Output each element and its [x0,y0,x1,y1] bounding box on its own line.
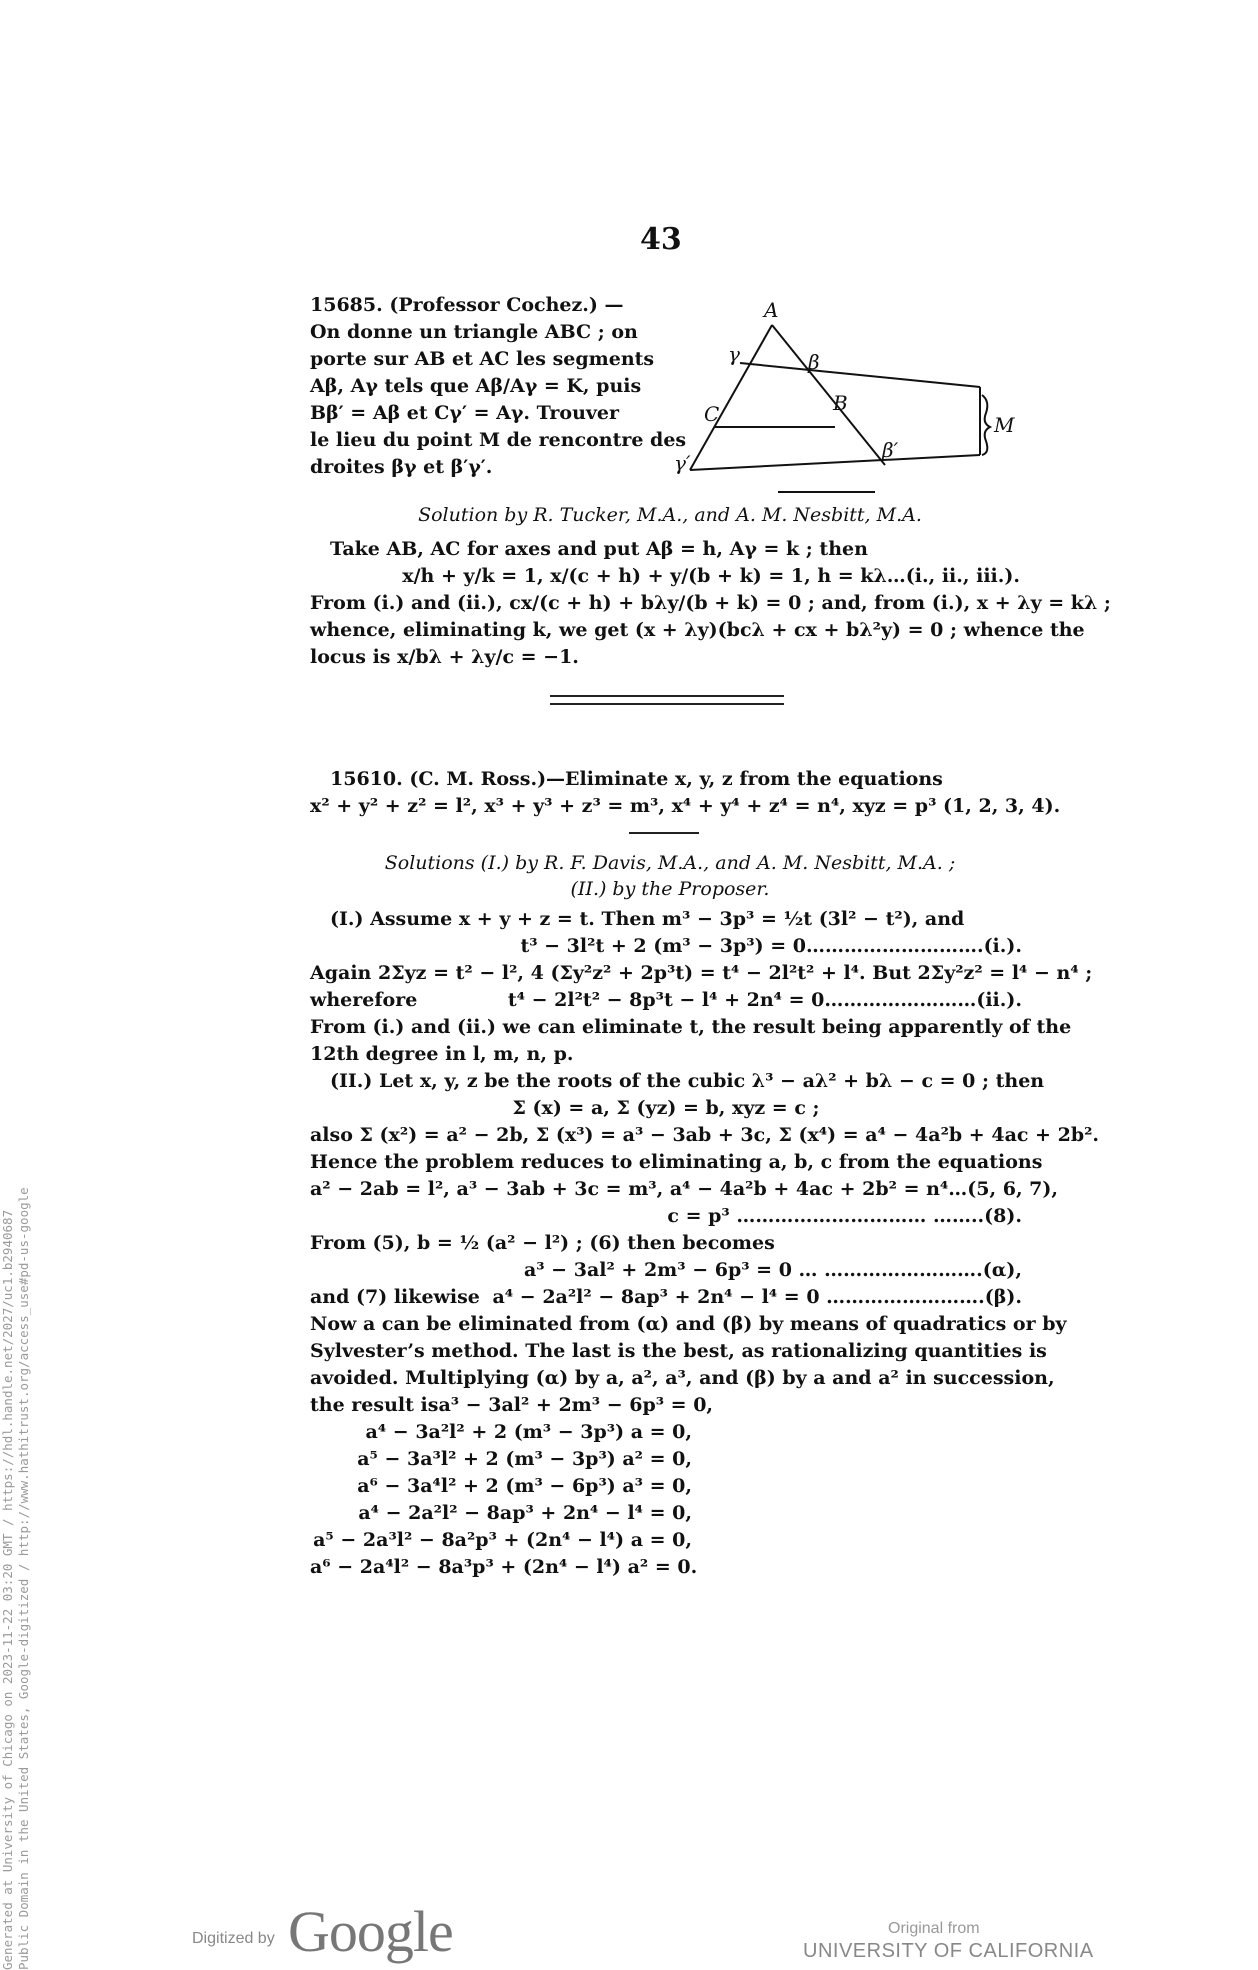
short-rule [629,832,699,834]
solution1-line: From (i.) and (ii.), cx/(c + h) + bλy/(b + k) = 0 ; and, from (i.), x + λy = kλ ; [310,592,1111,614]
solution1-line: whence, eliminating k, we get (x + λy)(bcλ + cx + bλ²y) = 0 ; whence the [310,619,1085,641]
sidebar-provenance-1: Generated at University of Chicago on 2023-11-22 03:20 GMT / https://hdl.handle.net/2027/uc1.b2940687 [0,1209,15,1970]
problem1-line: 15685. (Professor Cochez.) — [310,294,624,316]
page-number: 43 [640,222,682,257]
solution2-line [310,1284,1022,1311]
solution2-line: t³ − 3l²t + 2 (m³ − 3p³) = 0……………………….(i.). [520,935,1022,957]
sidebar-provenance-2: Public Domain in the United States, Google-digitized / http://www.hathitrust.org/access_use#pd-us-google [16,1187,31,1970]
solution2-line: Σ (x) = a, Σ (yz) = b, xyz = c ; [512,1097,820,1119]
solution2-line: a⁴ − 2a²l² − 8ap³ + 2n⁴ − l⁴ = 0, [358,1502,692,1524]
solutions-heading: Solutions (I.) by R. F. Davis, M.A., and A. M. Nesbitt, M.A. ; [384,852,956,874]
solutions-heading-2: (II.) by the Proposer. [570,878,770,900]
solution2-line: a⁵ − 2a³l² − 8a²p³ + (2n⁴ − l⁴) a = 0, [313,1529,692,1551]
solution1-heading: Solution by R. Tucker, M.A., and A. M. Nesbitt, M.A. [418,504,922,526]
solution2-line: a³ − 3al² + 2m³ − 6p³ = 0 … …………………….(α), [523,1259,1022,1281]
problem1-line: le lieu du point M de rencontre des [310,429,687,451]
line-gamma-prime-beta-prime [690,455,980,470]
label-M: M [994,413,1015,437]
problem2-equations: x² + y² + z² = l², x³ + y³ + z³ = m³, x⁴ + y⁴ + z⁴ = n⁴, xyz = p³ (1, 2, 3, 4). [310,795,1061,817]
solution2-line: Now a can be eliminated from (α) and (β) by means of quadratics or by [310,1313,1067,1335]
solution2-line: avoided. Multiplying (α) by a, a², a³, and (β) by a and a² in succession, [310,1367,1055,1389]
label-gamma: γ [728,342,740,366]
line-lead: the result is [310,1394,439,1416]
line-equation: a⁴ − 2a²l² − 8ap³ + 2n⁴ − l⁴ = 0 …………………….(β). [492,1286,1022,1308]
line-equation: t⁴ − 2l²t² − 8p³t − l⁴ + 2n⁴ = 0……………………(ii.). [507,989,1022,1011]
problem2-statement [310,766,1061,820]
brace [982,395,990,455]
solution2-line: a⁶ − 2a⁴l² − 8a³p³ + (2n⁴ − l⁴) a² = 0. [310,1556,698,1578]
original-from-label: Original from [888,1920,980,1937]
problem1-line: porte sur AB et AC les segments [310,348,655,370]
problem1-line: Bβ′ = Aβ et Cγ′ = Aγ. Trouver [310,402,620,424]
line-lead: and (7) likewise [310,1286,480,1308]
triangle-figure [660,295,1040,495]
solution2-line [310,1392,1022,1419]
line-gamma-beta [740,363,980,387]
solution2-line: Again 2Σyz = t² − l², 4 (Σy²z² + 2p³t) = t⁴ − 2l²t² + l⁴. But 2Σy²z² = l⁴ − n⁴ ; [310,962,1093,984]
solution2-line: (II.) Let x, y, z be the roots of the cubic λ³ − aλ² + bλ − c = 0 ; then [330,1070,1045,1092]
problem2-title: 15610. (C. M. Ross.)—Eliminate x, y, z from the equations [330,768,943,790]
section-divider [550,703,784,705]
solution2-line: Sylvester’s method. The last is the best, as rationalizing quantities is [310,1340,1047,1362]
section-divider [550,695,784,697]
label-B: B [833,391,848,415]
solution2-line: c = p³ ………………………… ……..(8). [667,1205,1022,1227]
solution2-line: a² − 2ab = l², a³ − 3ab + 3c = m³, a⁴ − 4a²b + 4ac + 2b² = n⁴…(5, 6, 7), [310,1178,1059,1200]
digitized-by-label: Digitized by [192,1930,275,1947]
solution1-line: x/h + y/k = 1, x/(c + h) + y/(b + k) = 1, h = kλ…(i., ii., iii.). [402,565,1020,587]
solution2-line: From (5), b = ½ (a² − l²) ; (6) then becomes [310,1232,775,1254]
solution2-line: a⁴ − 3a²l² + 2 (m³ − 3p³) a = 0, [365,1421,692,1443]
problem1-line: droites βγ et β′γ′. [310,456,493,478]
solution2-body [310,906,1100,1581]
solution2-line [310,987,1022,1014]
problem1-line: Aβ, Aγ tels que Aβ/Aγ = K, puis [310,375,642,397]
google-logo: Google [288,1899,453,1964]
university-label: UNIVERSITY OF CALIFORNIA [803,1940,1094,1962]
label-beta: β [808,350,820,374]
label-C: C [704,402,720,426]
solution2-line: (I.) Assume x + y + z = t. Then m³ − 3p³ = ½t (3l² − t²), and [330,908,965,930]
solution2-line: a⁵ − 3a³l² + 2 (m³ − 3p³) a² = 0, [357,1448,692,1470]
solution2-line: also Σ (x²) = a² − 2b, Σ (x³) = a³ − 3ab + 3c, Σ (x⁴) = a⁴ − 4a²b + 4ac + 2b². [310,1124,1100,1146]
solution2-line: From (i.) and (ii.) we can eliminate t, the result being apparently of the [310,1016,1072,1038]
line-A-to-beta-prime [772,325,885,465]
solution2-line: a⁶ − 3a⁴l² + 2 (m³ − 6p³) a³ = 0, [357,1475,692,1497]
solution2-line: Hence the problem reduces to eliminating a, b, c from the equations [310,1151,1043,1173]
solution2-line: 12th degree in l, m, n, p. [310,1043,574,1065]
problem1-text [310,292,687,481]
label-gamma-prime: γ′ [674,451,691,475]
solution1-line: locus is x/bλ + λy/c = −1. [310,646,579,668]
label-beta-prime: β′ [882,438,899,462]
line-lead: wherefore [310,989,418,1011]
label-A: A [764,298,779,322]
solution1-body [310,536,1111,671]
problem1-line: On donne un triangle ABC ; on [310,321,638,343]
line-equation: a³ − 3al² + 2m³ − 6p³ = 0, [438,1394,714,1416]
solution1-line: Take AB, AC for axes and put Aβ = h, Aγ = k ; then [330,538,868,560]
